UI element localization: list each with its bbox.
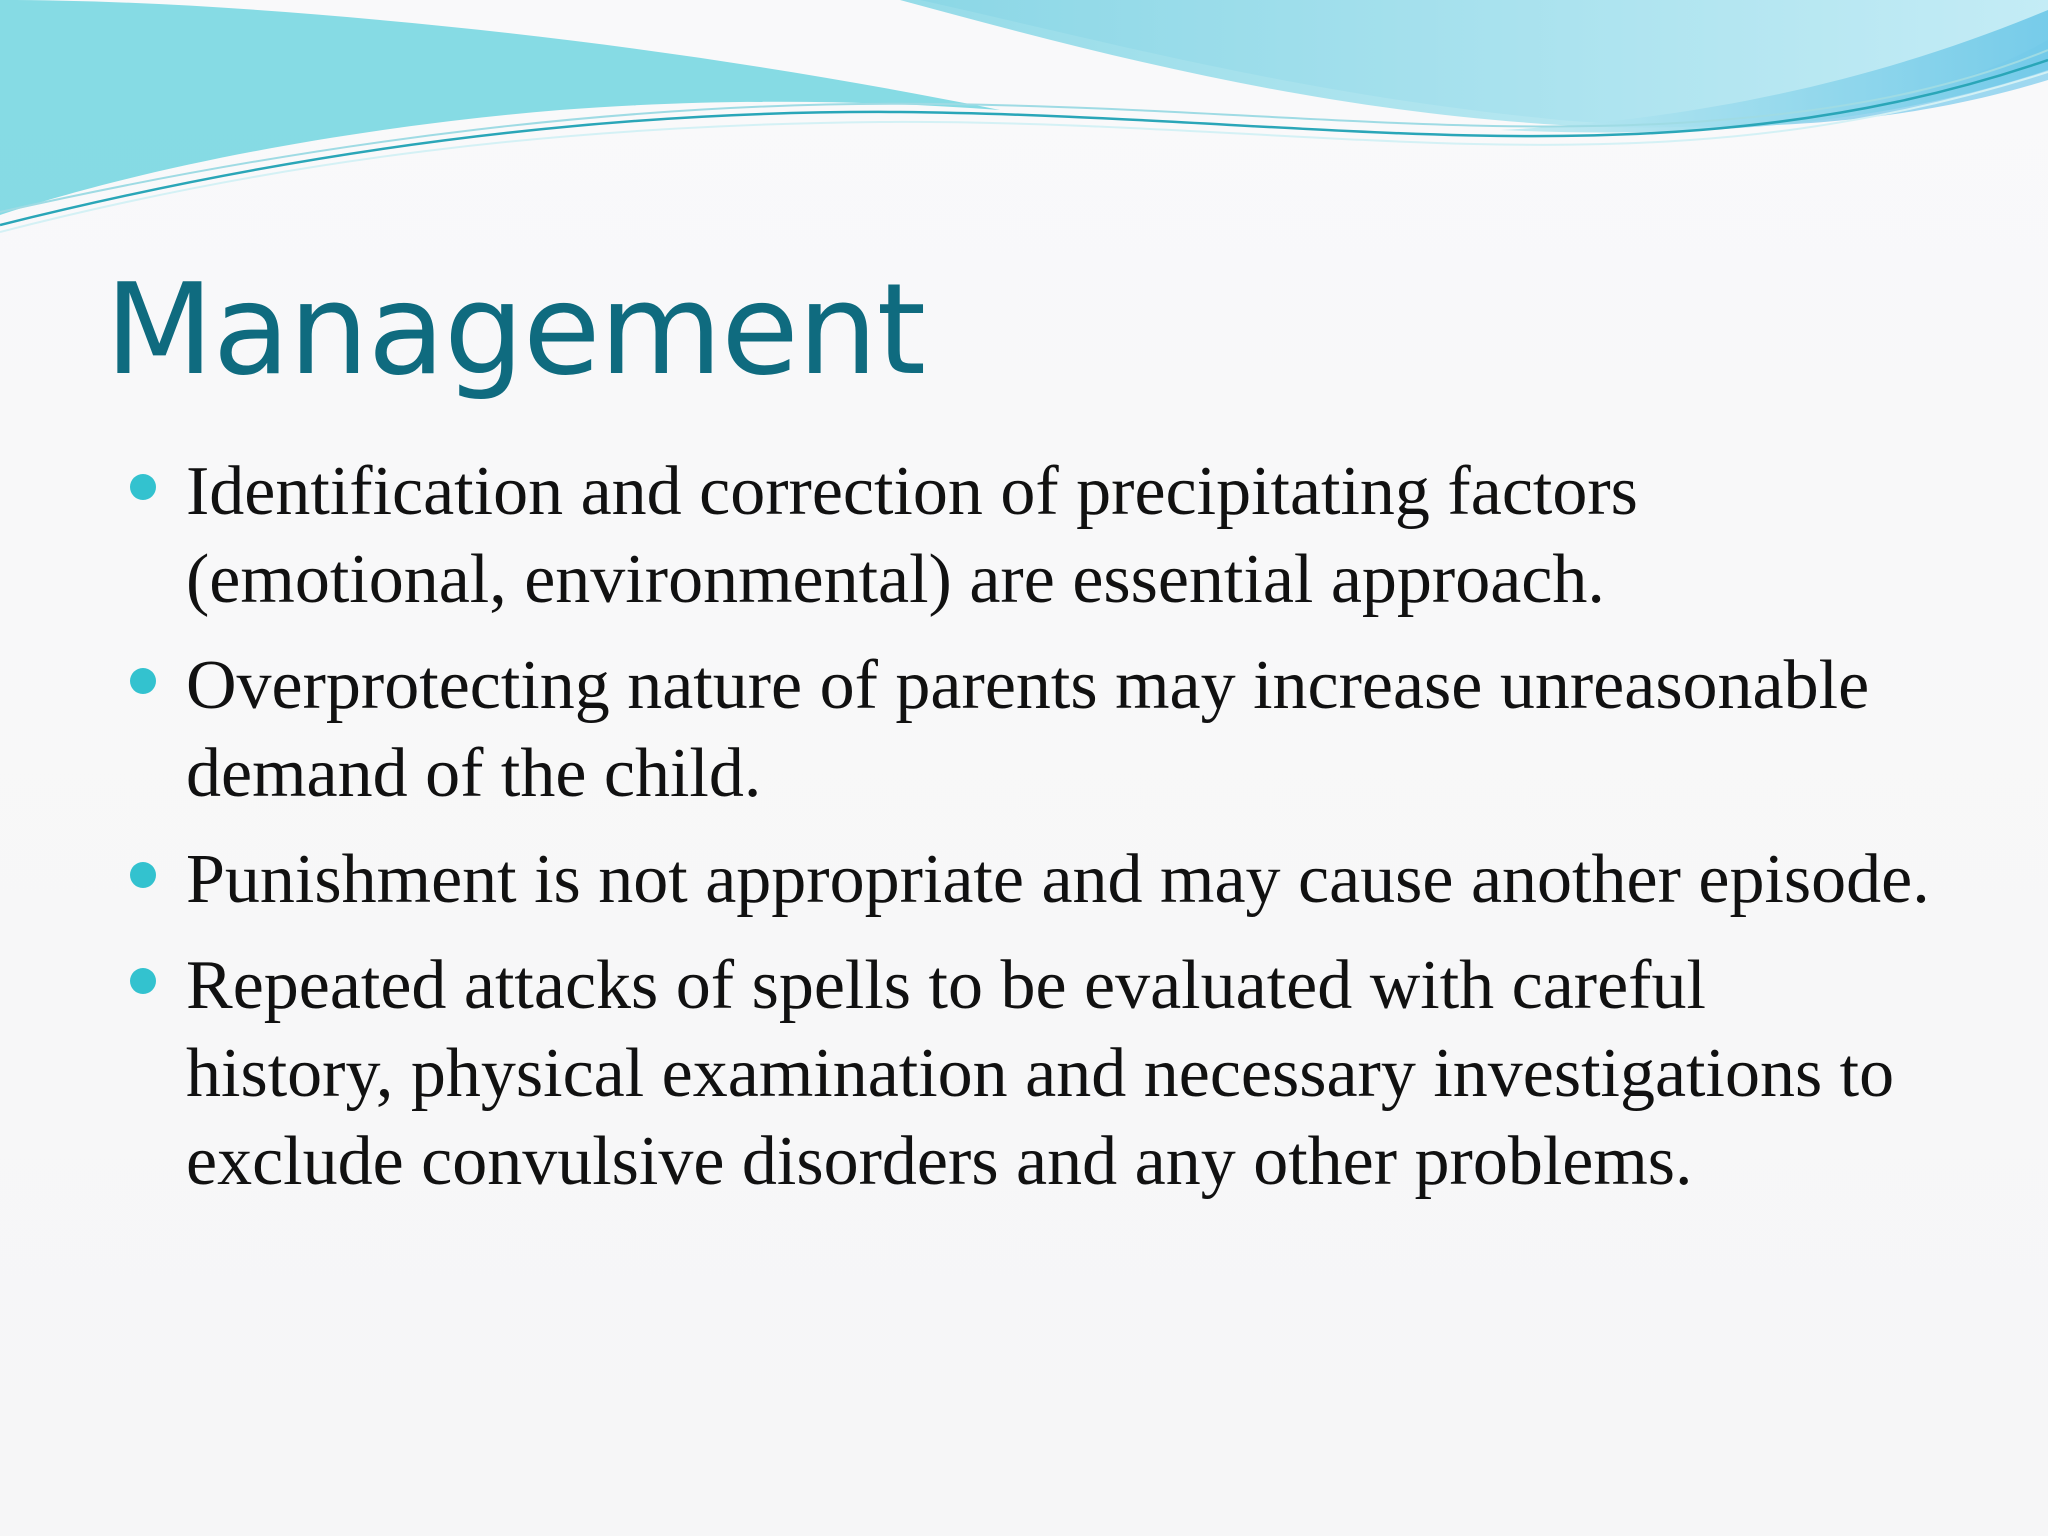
bullet-item xyxy=(130,942,1930,1206)
bullet-marker-icon xyxy=(130,968,156,994)
bullet-item xyxy=(130,448,1930,624)
bullet-text: Overprotecting nature of parents may increase unreasonable demand of the child. xyxy=(186,647,1870,812)
bullet-item xyxy=(130,836,1930,924)
bullet-marker-icon xyxy=(130,474,156,500)
bullet-marker-icon xyxy=(130,862,156,888)
bullet-list xyxy=(130,448,1930,1224)
bullet-text: Identification and correction of precipitating factors (emotional, environmental) are essential approach. xyxy=(186,453,1638,618)
header-wave-decoration xyxy=(0,0,2048,240)
bullet-marker-icon xyxy=(130,668,156,694)
bullet-text: Punishment is not appropriate and may cause another episode. xyxy=(186,841,1930,918)
bullet-text: Repeated attacks of spells to be evaluated with careful history, physical examination and necessary investigations to exclude convulsive disorders and any other problems. xyxy=(186,947,1895,1200)
slide-title: Management xyxy=(105,256,926,403)
bullet-item xyxy=(130,642,1930,818)
